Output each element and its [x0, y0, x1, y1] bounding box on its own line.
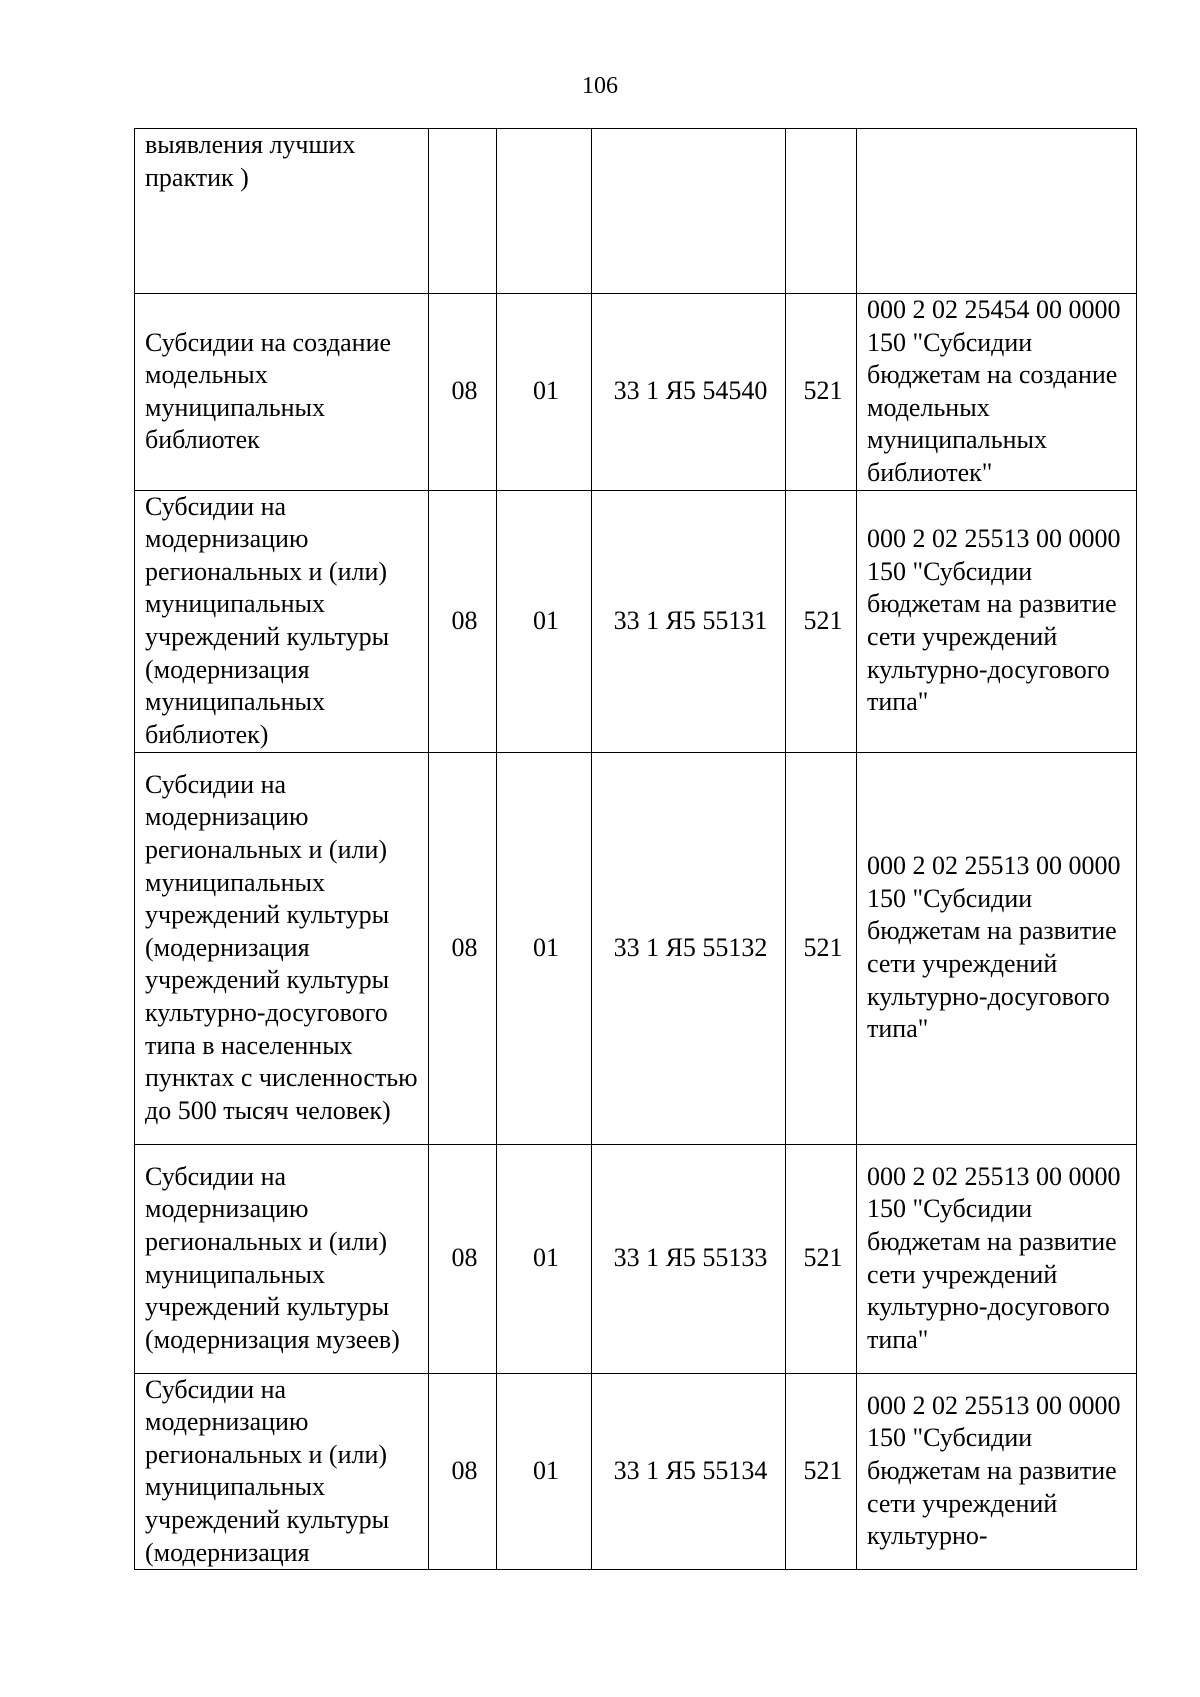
section-cell: 08 [429, 294, 497, 491]
expense-type-cell: 521 [786, 490, 857, 752]
section-cell: 08 [429, 1373, 497, 1570]
budget-table [134, 128, 1137, 1570]
name-cell: Субсидии на модернизацию региональных и (или) муниципальных учреждений культуры (модернизация [135, 1373, 429, 1570]
revenue-code-cell: 000 2 02 25513 00 0000 150 "Субсидии бюджетам на развитие сети учреждений культурно- [857, 1373, 1137, 1570]
revenue-code-cell [857, 129, 1137, 294]
table-row [135, 294, 1137, 491]
name-cell: Субсидии на модернизацию региональных и (или) муниципальных учреждений культуры (модернизация музеев) [135, 1144, 429, 1373]
section-cell [429, 129, 497, 294]
subsection-cell: 01 [497, 1373, 592, 1570]
target-code-cell: 33 1 Я5 55131 [592, 490, 786, 752]
table-row [135, 752, 1137, 1144]
expense-type-cell [786, 129, 857, 294]
name-cell: Субсидии на модернизацию региональных и (или) муниципальных учреждений культуры (модернизация муниципальных библиотек) [135, 490, 429, 752]
table-row [135, 490, 1137, 752]
target-code-cell: 33 1 Я5 54540 [592, 294, 786, 491]
section-cell: 08 [429, 752, 497, 1144]
page-number: 106 [582, 73, 618, 99]
subsection-cell: 01 [497, 490, 592, 752]
target-code-cell: 33 1 Я5 55134 [592, 1373, 786, 1570]
subsection-cell: 01 [497, 1144, 592, 1373]
revenue-code-cell: 000 2 02 25513 00 0000 150 "Субсидии бюджетам на развитие сети учреждений культурно-досугового типа" [857, 752, 1137, 1144]
target-code-cell: 33 1 Я5 55133 [592, 1144, 786, 1373]
table-row [135, 1373, 1137, 1570]
expense-type-cell: 521 [786, 1144, 857, 1373]
table-row [135, 129, 1137, 294]
section-cell: 08 [429, 1144, 497, 1373]
revenue-code-cell: 000 2 02 25513 00 0000 150 "Субсидии бюджетам на развитие сети учреждений культурно-досугового типа" [857, 1144, 1137, 1373]
subsection-cell: 01 [497, 752, 592, 1144]
subsection-cell: 01 [497, 294, 592, 491]
target-code-cell [592, 129, 786, 294]
section-cell: 08 [429, 490, 497, 752]
name-cell: Субсидии на модернизацию региональных и (или) муниципальных учреждений культуры (модернизация учреждений культуры культурно-досугового типа в населенных пунктах с численностью до 500 тысяч человек) [135, 752, 429, 1144]
name-cell: выявления лучших практик ) [135, 129, 429, 294]
revenue-code-cell: 000 2 02 25513 00 0000 150 "Субсидии бюджетам на развитие сети учреждений культурно-досугового типа" [857, 490, 1137, 752]
subsection-cell [497, 129, 592, 294]
name-cell: Субсидии на создание модельных муниципальных библиотек [135, 294, 429, 491]
target-code-cell: 33 1 Я5 55132 [592, 752, 786, 1144]
expense-type-cell: 521 [786, 1373, 857, 1570]
table-row [135, 1144, 1137, 1373]
expense-type-cell: 521 [786, 294, 857, 491]
expense-type-cell: 521 [786, 752, 857, 1144]
revenue-code-cell: 000 2 02 25454 00 0000 150 "Субсидии бюджетам на создание модельных муниципальных библиотек" [857, 294, 1137, 491]
